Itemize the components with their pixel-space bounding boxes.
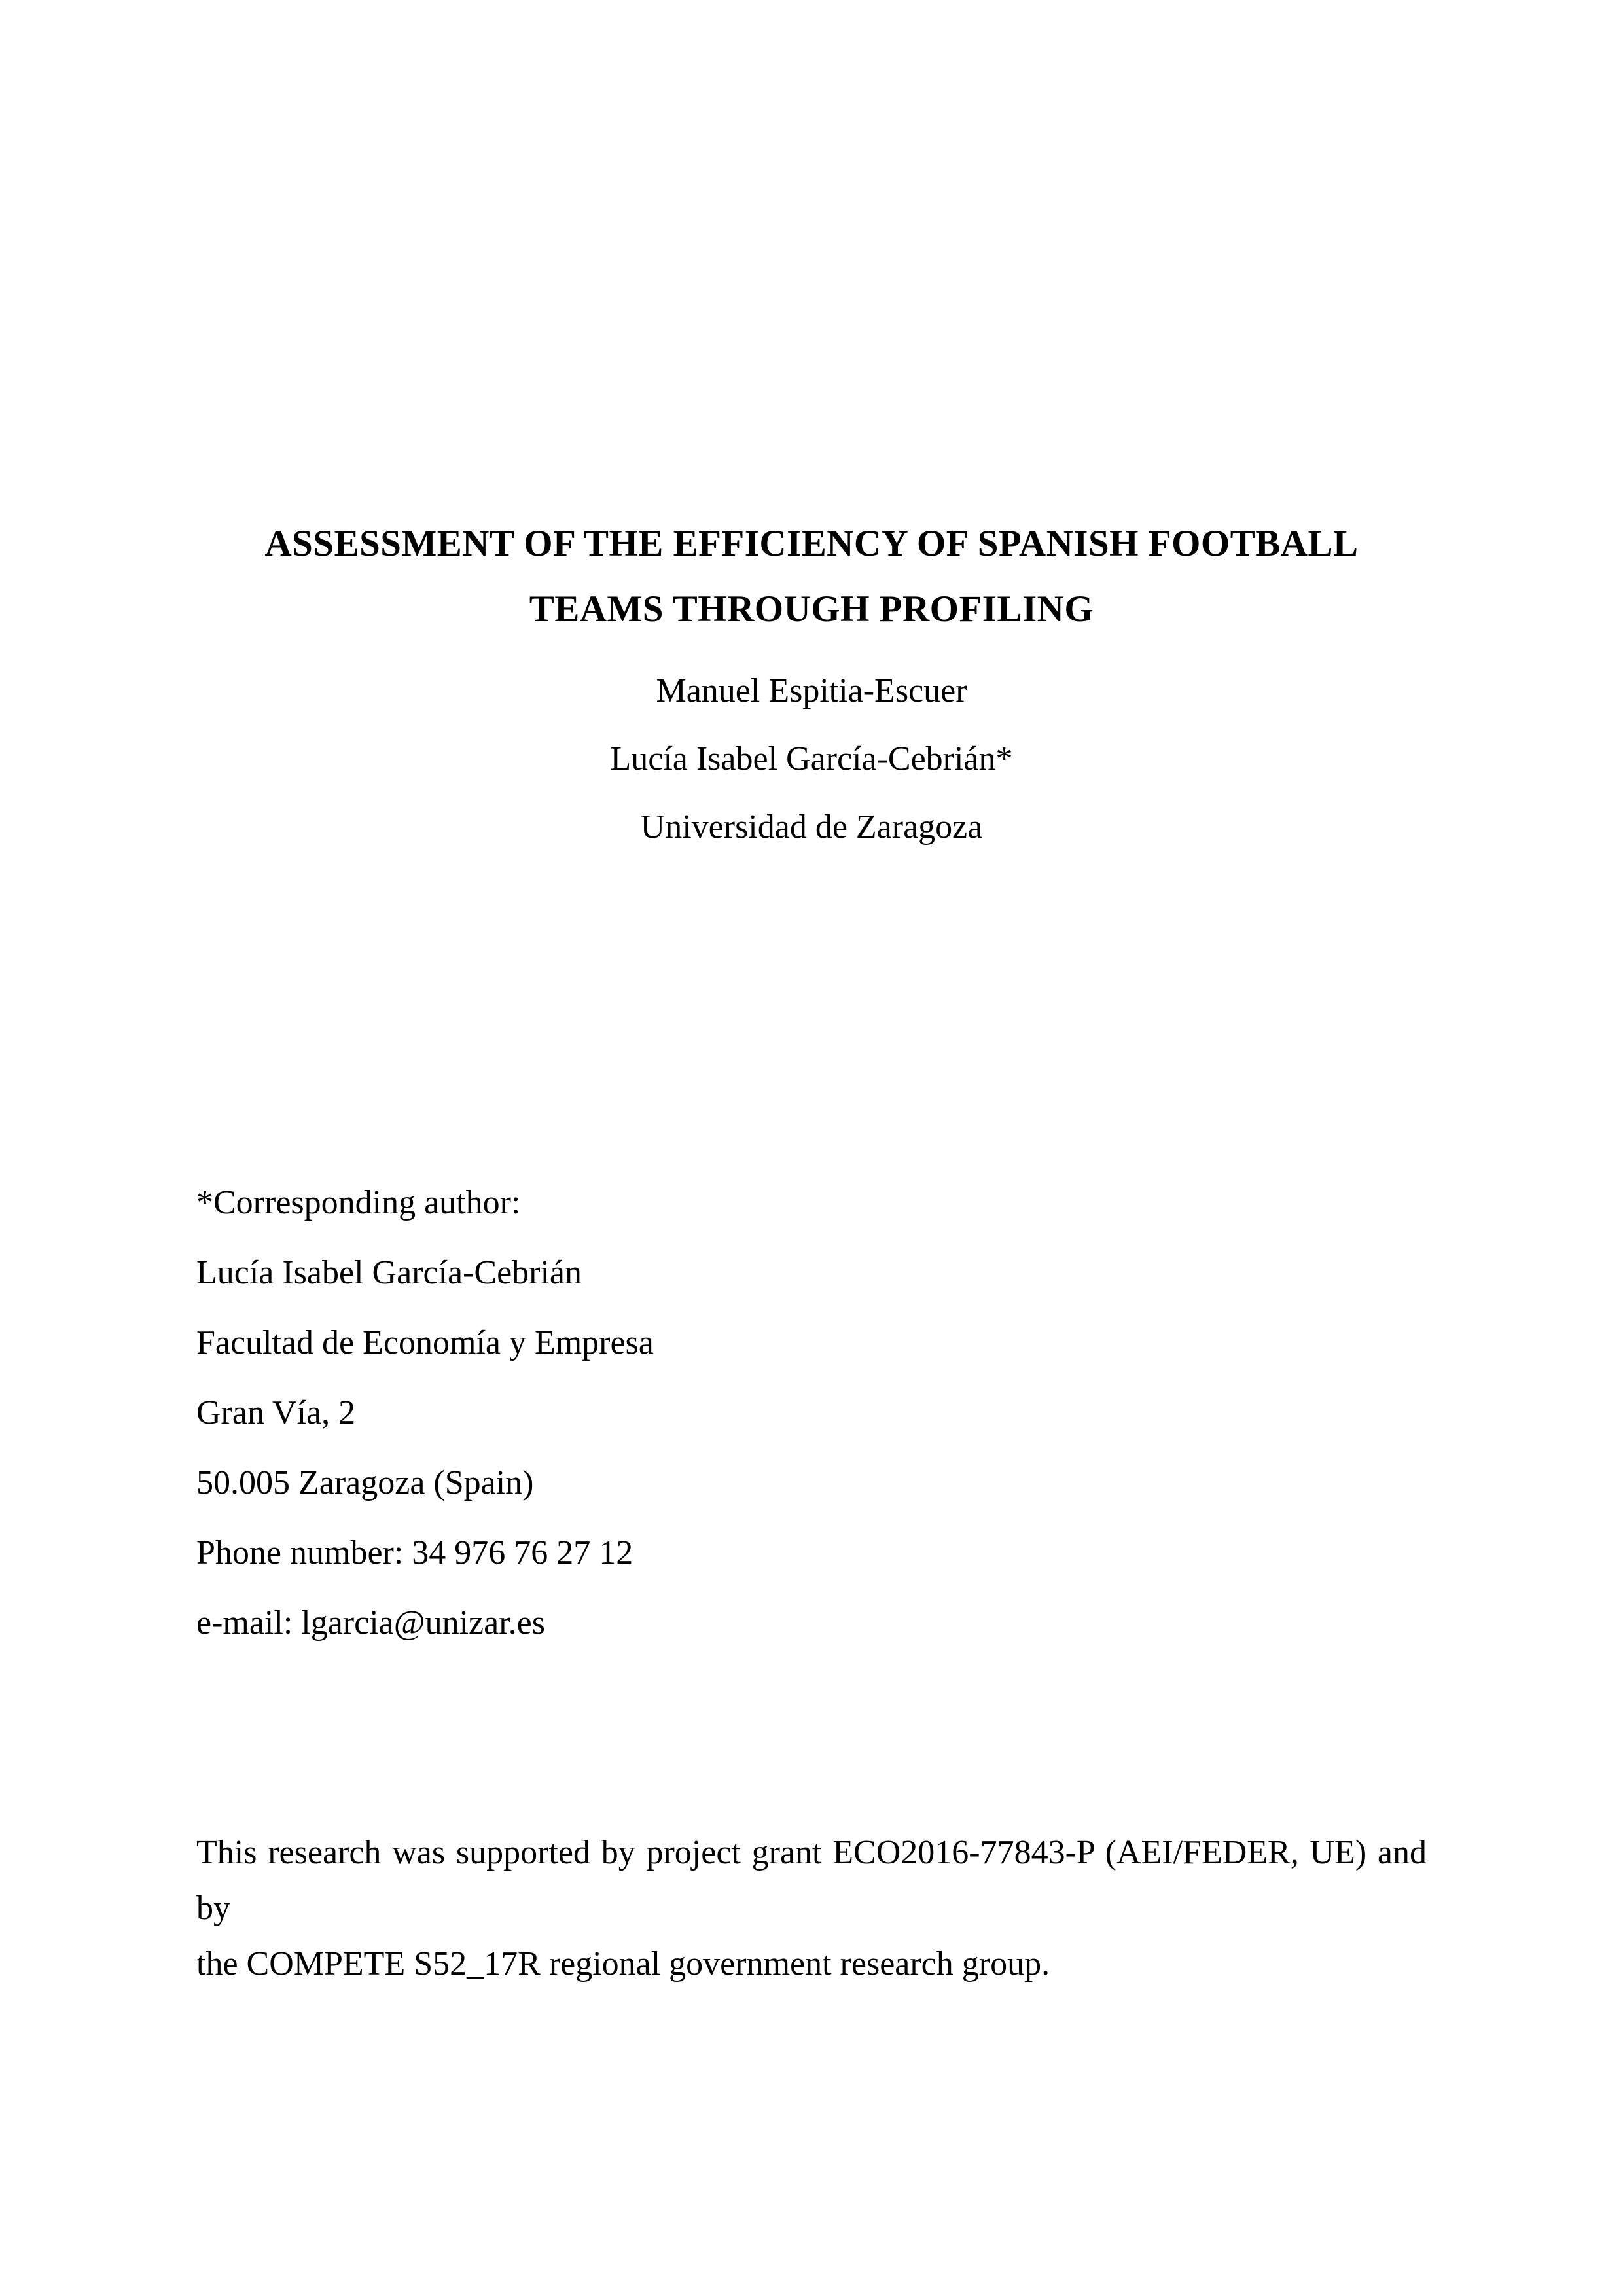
paper-title-line-1: ASSESSMENT OF THE EFFICIENCY OF SPANISH FOOTBALL [264, 523, 1359, 564]
corresponding-author-city: 50.005 Zaragoza (Spain) [196, 1464, 534, 1501]
author-affiliation: Universidad de Zaragoza [640, 808, 983, 846]
corresponding-author-faculty: Facultad de Economía y Empresa [196, 1324, 654, 1361]
author-name-2: Lucía Isabel García-Cebrián* [610, 740, 1013, 778]
funding-acknowledgment-line-2: the COMPETE S52_17R regional government research group. [196, 1945, 1050, 1982]
corresponding-author-street: Gran Vía, 2 [196, 1394, 356, 1431]
paper-title [196, 511, 1427, 642]
corresponding-author-phone: Phone number: 34 976 76 27 12 [196, 1534, 633, 1571]
funding-acknowledgment [196, 1825, 1427, 1992]
corresponding-author-name: Lucía Isabel García-Cebrián [196, 1254, 582, 1291]
authors-block [196, 657, 1427, 861]
corresponding-author-label: *Corresponding author: [196, 1184, 521, 1221]
paper-title-line-2: TEAMS THROUGH PROFILING [529, 588, 1094, 630]
corresponding-author-email: e-mail: lgarcia@unizar.es [196, 1604, 545, 1641]
funding-acknowledgment-line-1: This research was supported by project grant ECO2016-77843-P (AEI/FEDER, UE) and by [196, 1834, 1427, 1927]
author-name-1: Manuel Espitia-Escuer [656, 672, 967, 709]
corresponding-author-block [196, 1168, 1427, 1658]
